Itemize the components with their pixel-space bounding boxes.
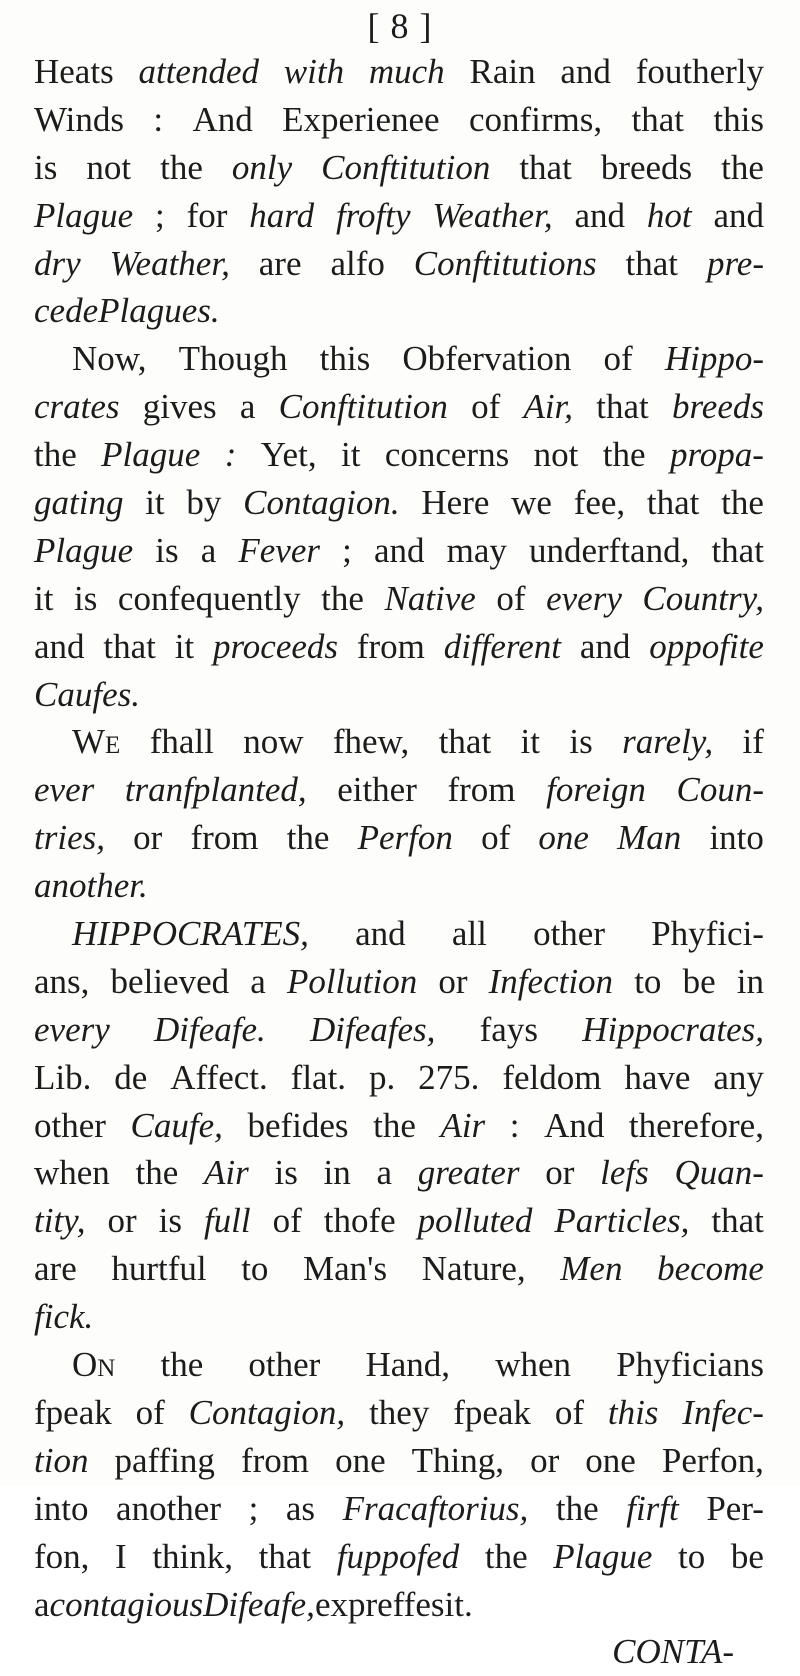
text-line xyxy=(34,1581,764,1629)
word: HIPPOCRATES, xyxy=(72,914,309,954)
word: hurtful xyxy=(111,1249,207,1289)
word: a xyxy=(376,1153,393,1193)
word: foreign xyxy=(546,770,646,810)
word: other xyxy=(34,1105,106,1145)
word: when xyxy=(34,1153,110,1193)
word: We xyxy=(72,722,121,762)
word: Perfon, xyxy=(661,1440,764,1480)
word: the xyxy=(135,1153,179,1193)
word: greater xyxy=(417,1153,520,1193)
word: cede xyxy=(34,291,99,331)
word: in xyxy=(736,961,764,1001)
word: : xyxy=(153,99,164,139)
text-line xyxy=(34,623,764,671)
word: pre- xyxy=(706,243,764,283)
word: they xyxy=(369,1392,430,1432)
word: in xyxy=(323,1153,351,1193)
word: the xyxy=(160,1345,204,1385)
page-number: [ 8 ] xyxy=(367,6,433,46)
word: either xyxy=(337,770,417,810)
word: of xyxy=(272,1201,302,1241)
text-line xyxy=(34,192,764,240)
word: Hippocrates, xyxy=(582,1009,764,1049)
word: fays xyxy=(479,1009,538,1049)
word: and xyxy=(355,914,406,954)
word: proceeds xyxy=(212,626,339,666)
word: Lib. xyxy=(34,1057,92,1097)
word: that xyxy=(596,387,649,427)
word: that xyxy=(438,722,492,762)
word: Quan- xyxy=(674,1153,764,1193)
word: Man's xyxy=(303,1249,388,1289)
word: as xyxy=(285,1488,316,1528)
word: is xyxy=(158,1201,182,1241)
word: that xyxy=(631,99,685,139)
word: frofty xyxy=(335,195,411,235)
word: a xyxy=(200,530,217,570)
word: breeds xyxy=(600,147,693,187)
word: Fever xyxy=(238,530,320,570)
word: Plague xyxy=(101,435,201,475)
text-line xyxy=(34,1293,764,1341)
word: now xyxy=(243,722,304,762)
word: from xyxy=(447,770,516,810)
word: foutherly xyxy=(635,52,764,91)
word: that xyxy=(103,626,156,666)
word: paffing xyxy=(114,1440,215,1480)
word: underftand, xyxy=(528,530,690,570)
word: we xyxy=(511,483,552,523)
word: of xyxy=(135,1392,165,1432)
text-line xyxy=(34,96,764,144)
word: is xyxy=(155,530,179,570)
word: Coun- xyxy=(676,770,764,810)
word: gating xyxy=(34,483,124,523)
word: Obfervation xyxy=(402,339,572,379)
word: that xyxy=(711,530,764,570)
word: and xyxy=(373,530,425,570)
word: Plague xyxy=(553,1536,653,1576)
word: it xyxy=(340,435,361,475)
word: of xyxy=(481,818,511,858)
text-line xyxy=(34,671,764,719)
word: Per- xyxy=(706,1488,764,1528)
word: another xyxy=(116,1488,221,1528)
word: ; xyxy=(155,195,165,235)
word: it xyxy=(520,722,540,762)
word: and xyxy=(34,626,85,666)
word: feldom xyxy=(502,1057,602,1097)
word: Affect. xyxy=(170,1057,268,1097)
word: ; xyxy=(342,530,352,570)
word: the xyxy=(721,147,764,187)
word: fon, xyxy=(34,1536,90,1576)
word: and xyxy=(560,52,611,91)
word: become xyxy=(657,1249,764,1289)
word: have xyxy=(624,1057,691,1097)
word: from xyxy=(356,626,425,666)
text-line xyxy=(34,1054,764,1102)
word: Experienee xyxy=(282,99,440,139)
word: different xyxy=(443,626,562,666)
word: befides xyxy=(247,1105,349,1145)
text-line xyxy=(34,1389,764,1437)
word: from xyxy=(190,818,259,858)
word: or xyxy=(107,1201,137,1241)
word: any xyxy=(713,1057,764,1097)
text-line xyxy=(34,910,764,958)
word: from xyxy=(240,1440,310,1480)
text-line xyxy=(34,1628,764,1676)
word: Fracaftorius, xyxy=(342,1488,529,1528)
text-line xyxy=(34,1437,764,1485)
word: therefore, xyxy=(628,1105,764,1145)
word: flat. xyxy=(290,1057,347,1097)
word: Plagues. xyxy=(98,291,220,331)
word: Rain xyxy=(469,52,536,91)
word: full xyxy=(203,1201,251,1241)
word: Difeafe. xyxy=(154,1009,266,1049)
word: hard xyxy=(249,195,315,235)
word: and xyxy=(574,195,625,235)
word: Hand, xyxy=(365,1345,451,1385)
word: tries, xyxy=(34,818,105,858)
word: Particles, xyxy=(554,1201,690,1241)
word: Perfon xyxy=(357,818,453,858)
text-line xyxy=(34,144,764,192)
word: one xyxy=(335,1440,386,1480)
text-line xyxy=(34,814,764,862)
text-line xyxy=(34,1197,764,1245)
word: Caufe, xyxy=(130,1105,223,1145)
word: Thing, xyxy=(411,1440,505,1480)
word: of xyxy=(554,1392,584,1432)
word: fpeak xyxy=(34,1392,112,1432)
word: be xyxy=(730,1536,764,1576)
word: Pollution xyxy=(286,961,418,1001)
text-line xyxy=(34,766,764,814)
text-line xyxy=(34,1245,764,1293)
word: On xyxy=(72,1345,116,1385)
word: may xyxy=(446,530,507,570)
word: lefs xyxy=(600,1153,649,1193)
word: is xyxy=(569,722,593,762)
word: the xyxy=(555,1488,599,1528)
word: Man xyxy=(617,818,682,858)
word: other xyxy=(533,914,605,954)
word: if xyxy=(742,722,764,762)
word: fee, xyxy=(573,483,626,523)
word: the xyxy=(34,435,77,475)
word: alfo xyxy=(330,243,385,283)
word: Now, xyxy=(72,339,147,379)
text-line xyxy=(34,335,764,383)
word: that xyxy=(625,243,679,283)
text-line xyxy=(34,479,764,527)
word: Conftitution xyxy=(321,147,491,187)
word: and xyxy=(713,195,764,235)
word: one xyxy=(538,818,589,858)
word: is xyxy=(34,147,58,187)
word: attended xyxy=(138,52,260,91)
word: Weather, xyxy=(432,195,553,235)
word: the xyxy=(321,578,364,618)
word: Difeafe, xyxy=(203,1584,315,1624)
word: Though xyxy=(178,339,288,379)
word: be xyxy=(682,961,716,1001)
word: much xyxy=(368,52,445,91)
word: : xyxy=(224,435,237,475)
text-line xyxy=(34,1149,764,1197)
word: Native xyxy=(384,578,476,618)
word: concerns xyxy=(384,435,510,475)
word: all xyxy=(451,914,487,954)
word: the xyxy=(484,1536,528,1576)
word: ans, xyxy=(34,961,90,1001)
word: Conftitution xyxy=(278,387,448,427)
word: breeds xyxy=(671,387,764,427)
word: or xyxy=(545,1153,575,1193)
word: it xyxy=(145,483,165,523)
word: Phyficians xyxy=(616,1345,764,1385)
word: tion xyxy=(34,1440,89,1480)
word: of xyxy=(496,578,526,618)
word: of xyxy=(603,339,633,379)
word: not xyxy=(86,147,132,187)
text-line xyxy=(34,431,764,479)
text-line xyxy=(34,862,764,910)
word: Contagion. xyxy=(243,483,400,523)
word: I xyxy=(115,1536,127,1576)
word: Hippo- xyxy=(664,339,764,379)
word: not xyxy=(533,435,579,475)
word: when xyxy=(495,1345,572,1385)
word: Here xyxy=(421,483,490,523)
word: this xyxy=(319,339,371,379)
text-line xyxy=(34,1341,764,1389)
word: a xyxy=(250,961,266,1001)
word: other xyxy=(248,1345,321,1385)
word: firft xyxy=(626,1488,679,1528)
word: fick. xyxy=(34,1297,94,1337)
word: that xyxy=(519,147,572,187)
word: is xyxy=(274,1153,298,1193)
word: Nature, xyxy=(421,1249,526,1289)
word: to xyxy=(241,1249,269,1289)
word: only xyxy=(231,147,293,187)
word: to xyxy=(634,961,662,1001)
word: the xyxy=(602,435,646,475)
text-line xyxy=(34,1533,764,1581)
word: confequently xyxy=(117,578,301,618)
text-line xyxy=(34,48,764,96)
word: confirms, xyxy=(468,99,603,139)
word: ; xyxy=(248,1488,259,1528)
word: oppofite xyxy=(649,626,764,666)
text-line xyxy=(34,1006,764,1054)
word: the xyxy=(721,483,764,523)
word: are xyxy=(34,1249,77,1289)
word: Phyfici- xyxy=(651,914,764,954)
word: Conftitutions xyxy=(413,243,597,283)
word: or xyxy=(530,1440,560,1480)
word: polluted xyxy=(417,1201,533,1241)
word: Heats xyxy=(34,52,114,91)
word: of xyxy=(471,387,501,427)
word: Air, xyxy=(523,387,574,427)
word: thofe xyxy=(323,1201,396,1241)
word: crates xyxy=(34,387,120,427)
word: and xyxy=(579,626,631,666)
word: hot xyxy=(646,195,692,235)
word: Plague xyxy=(34,195,134,235)
word: Yet, xyxy=(260,435,317,475)
word: Air xyxy=(204,1153,249,1193)
word: p. xyxy=(368,1057,396,1097)
word: is xyxy=(74,578,98,618)
word: Infec- xyxy=(682,1392,764,1432)
word: are xyxy=(258,243,302,283)
text-line xyxy=(34,958,764,1006)
text-line xyxy=(34,287,764,335)
word: dry xyxy=(34,243,81,283)
word: And xyxy=(544,1105,605,1145)
text-line xyxy=(34,1102,764,1150)
word: every xyxy=(546,578,622,618)
text-line xyxy=(34,383,764,431)
word: with xyxy=(283,52,345,91)
word: a xyxy=(34,1584,50,1624)
word: fhall xyxy=(149,722,214,762)
word: Difeafes, xyxy=(310,1009,436,1049)
word: for xyxy=(186,195,228,235)
word: into xyxy=(709,818,764,858)
word: CONTA- xyxy=(612,1632,734,1672)
word: it xyxy=(34,578,54,618)
word: believed xyxy=(110,961,230,1001)
text-line xyxy=(34,1485,764,1533)
body-text xyxy=(34,48,764,1676)
word: contagious xyxy=(49,1584,204,1624)
word: every xyxy=(34,1009,110,1049)
word: this xyxy=(607,1392,659,1432)
text-line xyxy=(34,575,764,623)
word: it xyxy=(174,626,195,666)
word: fhew, xyxy=(332,722,410,762)
word: into xyxy=(34,1488,89,1528)
word: by xyxy=(186,483,222,523)
word: Men xyxy=(560,1249,623,1289)
word: the xyxy=(286,818,330,858)
word: : xyxy=(509,1105,520,1145)
word: the xyxy=(373,1105,416,1145)
word: 275. xyxy=(418,1057,480,1097)
word: another. xyxy=(34,866,148,906)
word: expreffes xyxy=(314,1584,445,1624)
word: propa- xyxy=(669,435,764,475)
text-line xyxy=(34,527,764,575)
word: Winds xyxy=(34,99,124,139)
word: Caufes. xyxy=(34,674,140,714)
word: Country, xyxy=(642,578,764,618)
text-line xyxy=(34,240,764,288)
word: And xyxy=(192,99,253,139)
text-line xyxy=(34,718,764,766)
word: or xyxy=(438,961,468,1001)
word: gives xyxy=(142,387,217,427)
word: to xyxy=(678,1536,706,1576)
word: tity, xyxy=(34,1201,86,1241)
word: Weather, xyxy=(109,243,230,283)
word: fpeak xyxy=(453,1392,531,1432)
word: or xyxy=(133,818,163,858)
word: that xyxy=(711,1201,764,1241)
word: the xyxy=(160,147,203,187)
word: one xyxy=(585,1440,636,1480)
word: think, xyxy=(152,1536,234,1576)
word: rarely, xyxy=(622,722,714,762)
word: de xyxy=(114,1057,148,1097)
word: it. xyxy=(444,1584,473,1624)
word: a xyxy=(239,387,256,427)
word: ever xyxy=(34,770,95,810)
word: Plague xyxy=(34,530,134,570)
word: Infection xyxy=(488,961,614,1001)
word: that xyxy=(646,483,700,523)
word: Air xyxy=(440,1105,486,1145)
word: that xyxy=(258,1536,312,1576)
word: this xyxy=(713,99,764,139)
word: Contagion, xyxy=(188,1392,346,1432)
word: tranfplanted, xyxy=(124,770,307,810)
word: fuppofed xyxy=(336,1536,460,1576)
